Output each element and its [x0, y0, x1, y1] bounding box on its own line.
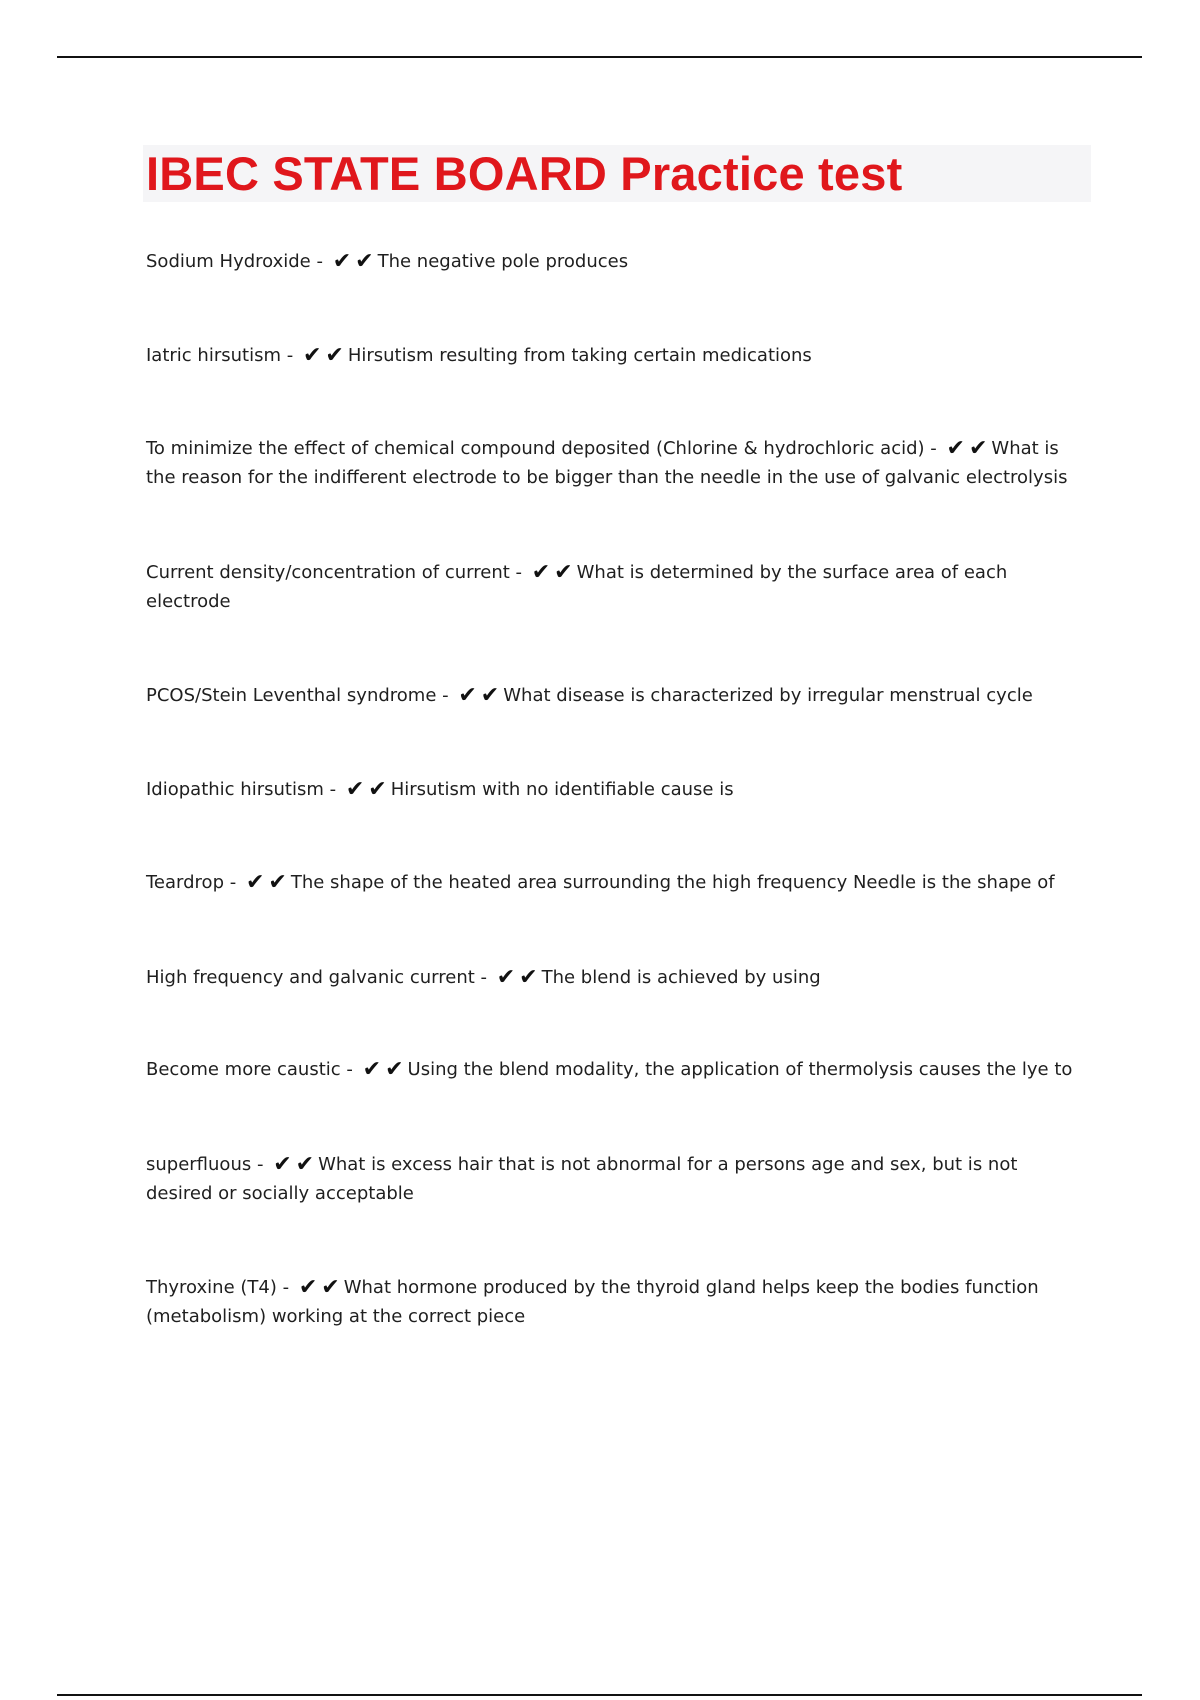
flashcard-entry [146, 558, 1086, 616]
entry-term: Become more caustic [146, 1059, 341, 1080]
entry-separator: - [323, 779, 342, 800]
check-icon: ✔ [968, 436, 988, 461]
entry-separator: - [251, 1154, 270, 1175]
check-icon: ✔ [458, 683, 477, 708]
entry-separator: - [280, 345, 299, 366]
flashcard-entry [146, 681, 1086, 710]
entry-definition: What is the reason for the indifferent electrode to be bigger than the needle in the use of galvanic electrolysis [146, 438, 1068, 488]
entry-definition: What hormone produced by the thyroid gland helps keep the bodies function (metabolism) working at the correct piece [146, 1277, 1039, 1327]
check-icon: ✔ [519, 965, 538, 990]
flashcard-entry [146, 775, 1086, 804]
top-rule [57, 56, 1142, 58]
entry-definition: Using the blend modality, the application of thermolysis causes the lye to [407, 1059, 1073, 1080]
check-icon: ✔ [268, 870, 287, 895]
entry-term: High frequency and galvanic current [146, 967, 475, 988]
entry-term: PCOS/Stein Leventhal syndrome [146, 685, 437, 706]
check-icon: ✔ [345, 777, 365, 802]
check-icon: ✔ [273, 1152, 292, 1177]
entry-term: superfluous [146, 1154, 252, 1175]
entry-separator: - [436, 685, 455, 706]
entry-separator: - [924, 438, 943, 459]
check-icon: ✔ [531, 560, 551, 585]
flashcard-entry [146, 1055, 1086, 1084]
entry-definition: The blend is achieved by using [541, 967, 821, 988]
entry-separator: - [509, 562, 528, 583]
check-icon: ✔ [480, 683, 500, 708]
check-icon: ✔ [385, 1057, 404, 1082]
check-icon: ✔ [362, 1057, 382, 1082]
flashcard-entry [146, 868, 1086, 897]
check-icon: ✔ [554, 560, 573, 585]
entry-definition: Hirsutism with no identifiable cause is [390, 779, 734, 800]
entry-term: Idiopathic hirsutism [146, 779, 324, 800]
flashcard-entry [146, 1273, 1086, 1331]
check-icon: ✔ [355, 249, 374, 274]
entry-term: Sodium Hydroxide [146, 251, 311, 272]
check-icon: ✔ [298, 1275, 318, 1300]
check-icon: ✔ [368, 777, 387, 802]
entry-term: Thyroxine (T4) [146, 1277, 277, 1298]
entry-separator: - [224, 872, 242, 893]
entry-term: Teardrop [146, 872, 224, 893]
entry-separator: - [276, 1277, 295, 1298]
entry-term: To minimize the effect of chemical compound deposited (Chlorine & hydrochloric acid) [146, 438, 925, 459]
flashcard-entry [146, 1150, 1086, 1208]
check-icon: ✔ [321, 1275, 340, 1300]
check-icon: ✔ [325, 343, 344, 368]
entry-separator: - [474, 967, 493, 988]
entry-definition: Hirsutism resulting from taking certain medications [347, 345, 812, 366]
check-icon: ✔ [295, 1152, 315, 1177]
flashcard-entry [146, 341, 1086, 370]
entry-definition: The negative pole produces [377, 251, 629, 272]
entry-definition: The shape of the heated area surrounding the high frequency Needle is the shape of [290, 872, 1055, 893]
check-icon: ✔ [496, 965, 516, 990]
document-title: IBEC STATE BOARD Practice test [146, 147, 903, 200]
entry-term: Current density/concentration of current [146, 562, 510, 583]
entry-definition: What disease is characterized by irregular menstrual cycle [503, 685, 1033, 706]
entry-term: Iatric hirsutism [146, 345, 281, 366]
check-icon: ✔ [332, 249, 352, 274]
check-icon: ✔ [245, 870, 265, 895]
entry-definition: What is determined by the surface area of each electrode [146, 562, 1008, 612]
flashcard-entry [146, 434, 1086, 492]
bottom-rule [57, 1694, 1142, 1696]
check-icon: ✔ [302, 343, 322, 368]
check-icon: ✔ [946, 436, 965, 461]
flashcard-entry [146, 963, 1086, 992]
entry-separator: - [340, 1059, 359, 1080]
entry-definition: What is excess hair that is not abnormal for a persons age and sex, but is not desired or socially acceptable [146, 1154, 1018, 1204]
entry-separator: - [310, 251, 329, 272]
flashcard-entry [146, 247, 1086, 276]
